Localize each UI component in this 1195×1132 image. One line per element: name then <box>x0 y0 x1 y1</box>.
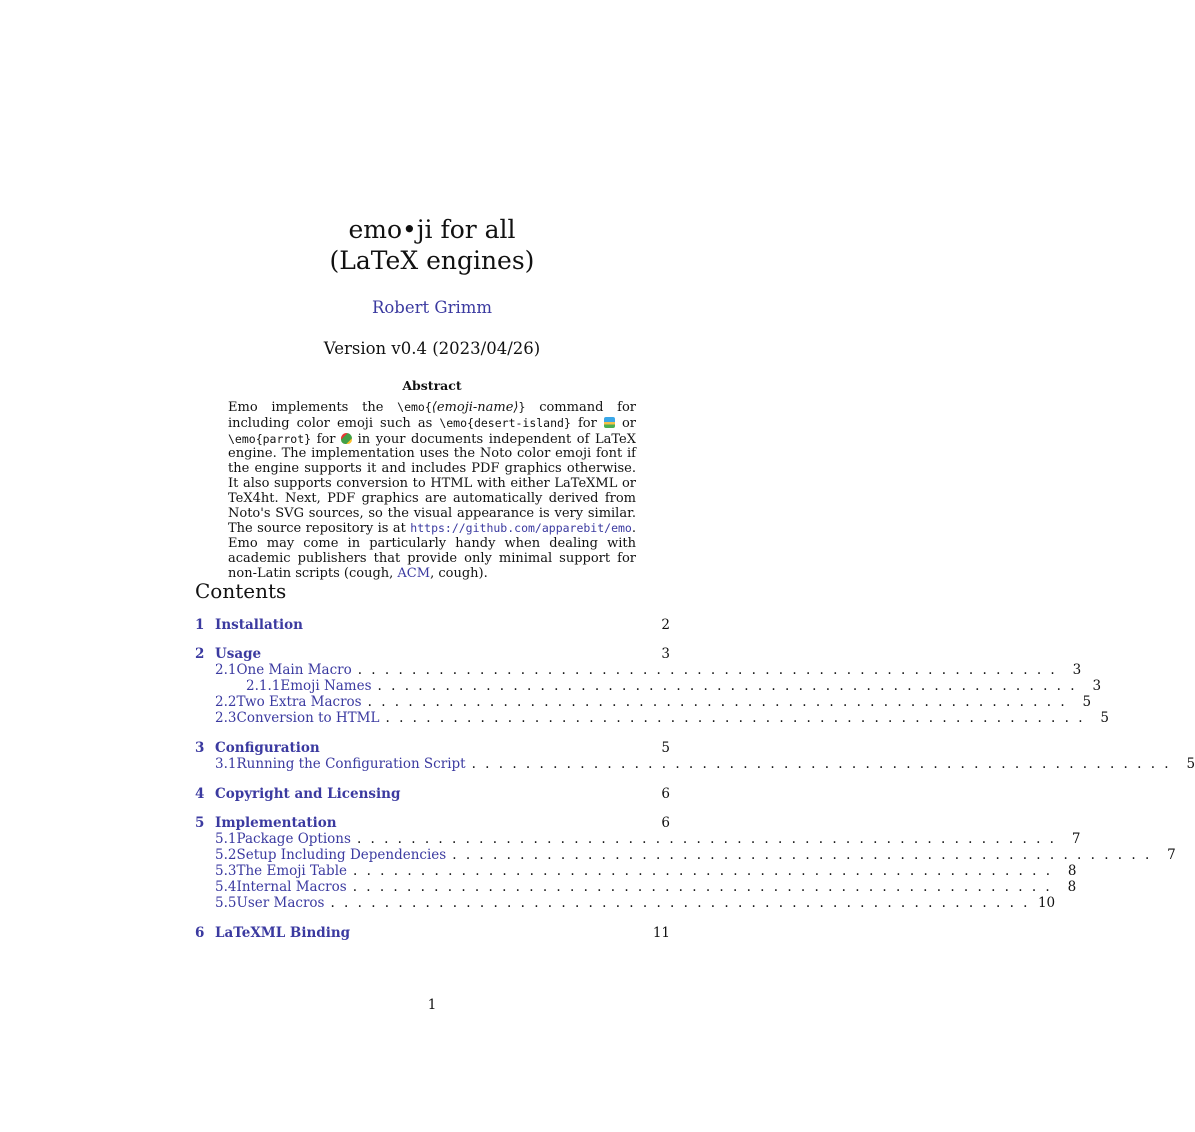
toc-entry-page: 11 <box>652 925 670 941</box>
abstract-text-7: . Emo may come in particularly handy when dealing with academic publishers that provide only minimal support for non-Latin scripts (cough, <box>228 521 636 581</box>
toc-entry-title[interactable]: Implementation <box>215 815 337 831</box>
toc-entry-page: 2 <box>661 617 670 633</box>
toc-entry-number[interactable]: 2.3 <box>215 710 237 726</box>
toc-entry-number[interactable]: 5 <box>195 815 205 831</box>
repository-link[interactable]: https://github.com/apparebit/emo <box>410 521 632 536</box>
toc-entry-number[interactable]: 1 <box>195 617 205 633</box>
toc-entry-title[interactable]: Setup Including Dependencies <box>236 847 447 863</box>
page-number: 1 <box>427 997 437 1013</box>
toc-dot-leader: . . . . . . . . . . . . . . . . . . . . . . . . . . . . . . . . . . . . . . . . . . . . . . . . . . . . <box>452 847 1152 863</box>
abstract-text-8: , cough). <box>430 565 488 581</box>
emoji-name-arg: ⟨emoji-name⟩ <box>431 400 519 415</box>
toc-entry-page: 3 <box>1092 678 1102 694</box>
desert-island-command: \emo{desert-island} <box>439 415 571 430</box>
toc-entry-number[interactable]: 5.3 <box>215 863 237 879</box>
contents-heading: Contents <box>195 579 287 603</box>
document-title <box>0 214 864 276</box>
toc-entry-title[interactable]: LaTeXML Binding <box>215 925 351 941</box>
toc-dot-leader: . . . . . . . . . . . . . . . . . . . . . . . . . . . . . . . . . . . . . . . . . . . . . . . . . . . . <box>356 831 1057 847</box>
toc-dot-leader: . . . . . . . . . . . . . . . . . . . . . . . . . . . . . . . . . . . . . . . . . . . . . . . . . . . . <box>330 895 1030 911</box>
toc-entry-page: 5 <box>661 740 670 756</box>
toc-entry-page: 10 <box>1037 895 1056 911</box>
title-line-2: (LaTeX engines) <box>329 246 535 275</box>
toc-entry-title[interactable]: Internal Macros <box>236 879 347 895</box>
toc-entry-number[interactable]: 2.2 <box>215 694 237 710</box>
toc-entry-page: 3 <box>1072 662 1082 678</box>
toc-entry-title[interactable]: Package Options <box>236 831 351 847</box>
toc-entry-title[interactable]: One Main Macro <box>236 662 352 678</box>
toc-entry-title[interactable]: Usage <box>215 646 262 662</box>
toc-entry-title[interactable]: User Macros <box>236 895 325 911</box>
toc-entry-number[interactable]: 3.1 <box>215 756 237 772</box>
toc-dot-leader: . . . . . . . . . . . . . . . . . . . . . . . . . . . . . . . . . . . . . . . . . . . . . . . . . . . . <box>385 710 1085 726</box>
toc-entry-title[interactable]: Two Extra Macros <box>236 694 362 710</box>
toc-entry-page: 7 <box>1167 847 1176 863</box>
toc-entry-number[interactable]: 2.1.1 <box>246 678 281 694</box>
abstract-text-1: Emo implements the <box>228 400 398 415</box>
toc-entry-number[interactable]: 2 <box>195 646 205 662</box>
emo-command-close: } <box>518 400 526 414</box>
toc-dot-leader: . . . . . . . . . . . . . . . . . . . . . . . . . . . . . . . . . . . . . . . . . . . . . . . . . . . . <box>357 662 1058 678</box>
parrot-command: \emo{parrot} <box>228 431 312 446</box>
toc-entry-number[interactable]: 5.1 <box>215 831 237 847</box>
toc-entry-title[interactable]: Emoji Names <box>280 678 372 694</box>
toc-entry-title[interactable]: The Emoji Table <box>236 863 347 879</box>
abstract-heading: Abstract <box>402 378 462 393</box>
toc-entry[interactable] <box>195 756 1195 774</box>
version-date: Version v0.4 (2023/04/26) <box>323 339 541 358</box>
toc-entry-page: 5 <box>1186 756 1195 772</box>
toc-dot-leader: . . . . . . . . . . . . . . . . . . . . . . . . . . . . . . . . . . . . . . . . . . . . . . . . . . . . <box>353 863 1053 879</box>
toc-dot-leader: . . . . . . . . . . . . . . . . . . . . . . . . . . . . . . . . . . . . . . . . . . . . . . . . . . . . <box>352 879 1053 895</box>
toc-entry-title[interactable]: Installation <box>215 617 303 633</box>
toc-entry[interactable] <box>195 895 1056 913</box>
toc-entry-number[interactable]: 5.2 <box>215 847 237 863</box>
acm-link[interactable]: ACM <box>397 565 431 581</box>
toc-entry-title[interactable]: Configuration <box>215 740 320 756</box>
toc-entry-page: 3 <box>661 646 670 662</box>
author-link[interactable]: Robert Grimm <box>371 298 493 317</box>
toc-entry-number[interactable]: 3 <box>195 740 205 756</box>
toc-entry[interactable] <box>195 786 670 804</box>
toc-entry[interactable] <box>195 710 1109 728</box>
toc-entry[interactable] <box>195 925 670 943</box>
toc-entry-number[interactable]: 5.5 <box>215 895 237 911</box>
toc-entry-page: 8 <box>1067 863 1077 879</box>
toc-entry-page: 6 <box>661 786 670 802</box>
toc-entry-number[interactable]: 5.4 <box>215 879 237 895</box>
toc-entry-number[interactable]: 6 <box>195 925 205 941</box>
toc-entry-page: 8 <box>1067 879 1077 895</box>
emo-command: \emo{ <box>397 400 432 414</box>
abstract-text-4: or <box>614 415 636 431</box>
parrot-icon <box>341 433 352 444</box>
toc-dot-leader: . . . . . . . . . . . . . . . . . . . . . . . . . . . . . . . . . . . . . . . . . . . . . . . . . . . . <box>377 678 1078 694</box>
toc-entry[interactable] <box>195 617 670 635</box>
toc-entry-title[interactable]: Running the Configuration Script <box>236 756 466 772</box>
toc-dot-leader: . . . . . . . . . . . . . . . . . . . . . . . . . . . . . . . . . . . . . . . . . . . . . . . . . . . . <box>471 756 1172 772</box>
title-line-1: emo•ji for all <box>348 215 516 244</box>
toc-entry-number[interactable]: 4 <box>195 786 205 802</box>
toc-entry-page: 7 <box>1071 831 1081 847</box>
abstract-text-5: for <box>311 431 342 447</box>
toc-entry-title[interactable]: Copyright and Licensing <box>215 786 401 802</box>
toc-entry-number[interactable]: 2.1 <box>215 662 237 678</box>
abstract-text-6: in your documents independent of LaTeX engine. The implementation uses the Noto color emoji font if the engine supports it and includes PDF graphics otherwise. It also supports conversion to HTML with either LaTeXML or TeX4ht. Next, PDF graphics are automatically derived from Noto's SVG sources, so the visual appearance is very similar. The source repository is at <box>228 431 636 537</box>
toc-entry-page: 5 <box>1082 694 1092 710</box>
abstract-body <box>228 400 636 582</box>
toc-entry-title[interactable]: Conversion to HTML <box>236 710 380 726</box>
desert-island-icon <box>604 417 615 428</box>
abstract-text-3: for <box>570 415 604 431</box>
toc-entry-page: 6 <box>661 815 670 831</box>
toc-entry-page: 5 <box>1100 710 1109 726</box>
abstract-text-2: command for including color emoji such as <box>228 400 637 431</box>
toc-dot-leader: . . . . . . . . . . . . . . . . . . . . . . . . . . . . . . . . . . . . . . . . . . . . . . . . . . . . <box>367 694 1068 710</box>
